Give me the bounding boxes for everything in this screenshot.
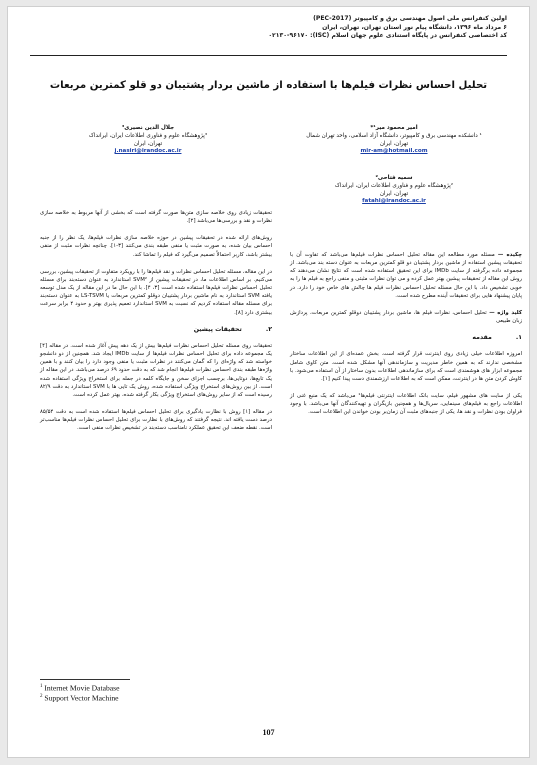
intro-paragraph-2: یکی از سایت های مشهور فیلم، سایت بانک اطلاعات اینترنتی فیلم‌ها¹ می‌باشد که یک منبع غنی از اطلاعات راجع به فیلم‌های سینمایی، سریال‌ها و همچنین بازیگران و تهیه‌کنندگان آنها می‌باشد. با وجود فراوان بودن نظرات و نقد ها، یکی از جنبه‌های مثبت آن زمان‌بر بودن خواندن این اطلاعات است. xyxy=(290,393,523,416)
section-heading-related-work xyxy=(40,326,272,334)
body-paragraph-1: تحقیقات زیادی روی خلاصه سازی متن‌ها صورت گرفته است که بخشی از آنها مربوط به خلاصه سازی نظرات و نقد و بررسی‌ها می‌باشد [۲]. xyxy=(40,210,272,225)
keywords-text: تحلیل احساس، نظرات فیلم ها، ماشین بردار پشتیبان دوقلو کمترین مربعات، پردازش زبان طبیعی xyxy=(290,309,522,325)
body-paragraph-5: در مقاله [۱] روش با نظارت یادگیری برای تحلیل احساس فیلم‌ها استفاده شده است به دقت ۸۵/۵۴ درصد دست یافته اند. نتیجه گرفتند که روش‌های با نظارت برای تحلیل احساس نظرات فیلم‌ها مناسب‌تر است. نقطه ضعف این تحقیق عملکرد نامناسب دسته‌بند در تشخیص نظرات منفی است. xyxy=(40,408,272,432)
header-line-conference: اولین کنفرانس ملی اصول مهندسی برق و کامپیوتر (PEC-2017) xyxy=(313,15,507,22)
author-affiliation: ¹ دانشکده مهندسی برق و کامپیوتر، دانشگاه آزاد اسلامی، واحد تهران شمال xyxy=(306,132,482,139)
paper-title: تحلیل احساس نظرات فیلم‌ها با استفاده از ماشین بردار پشتیبان دو قلو کمترین مربعات xyxy=(49,80,488,91)
header-line-isc-code: کد اختصاصی کنفرانس در پایگاه استنادی علوم جهان اسلام (ISC): ۰۲۱۳۰-۹۶۱۷۰ xyxy=(268,32,507,40)
author-block-2 xyxy=(294,175,494,206)
body-paragraph-3: در این مقاله، مسئله تحلیل احساس نظرات و نقد فیلم‌ها را با رویکرد متفاوت از تحقیقات پیشین، بررسی می‌کنیم. بر اساس اطلاعات ما، در تحقیقات پیشین از SVM² استاندارد به عنوان دسته‌بند برای مسئله تحلیل احساس نظرات فیلم‌ها استفاده شده است [۳، ۴]. با این حال ما در این مقاله از یک مدل توسعه یافته SVM استاندارد به نام ماشین بردار پشتیبان دوقلو کمترین مربعات یا LS-TSVM به عنوان دسته‌بند برای مسئله مقاله استفاده کردیم که نسبت به SVM استاندارد تعمیم پذیری بهتر و حدود ۴ برابر سرعت بیشتری دارد [۸]. xyxy=(40,268,273,316)
footnote-text: Support Vector Machine xyxy=(44,693,119,703)
author-affiliation: ²پژوهشگاه علوم و فناوری اطلاعات ایران، ایرانداک xyxy=(334,182,454,189)
left-column xyxy=(40,209,272,441)
section-number: ۲. xyxy=(265,325,272,333)
section-number: ۱. xyxy=(515,334,522,342)
author-block-1 xyxy=(294,125,494,156)
header-divider xyxy=(30,55,507,56)
footnote-divider xyxy=(40,679,130,680)
author-name: امیر محمود میر¹* xyxy=(370,125,418,131)
abstract xyxy=(290,251,522,300)
section-heading-introduction xyxy=(290,334,522,342)
header-line-date-venue: ۶ مرداد ماه ۱۳۹۶، دانشگاه پیام نور استان تهران، تهران، ایران xyxy=(322,23,507,31)
abstract-text: مسئله مورد مطالعه این مقاله تحلیل احساس نظرات فیلم‌ها می‌باشد که تفاوت آن با تحقیقات پیشین استفاده از ماشین بردار پشتیبان دو قلو کمترین مربعات به عنوان دسته بند می‌باشد. از مجموعه داده برگرفته از سایت IMDb برای این تحقیق استفاده شده است که نتایج نشان می‌دهند که روش این مقاله از تحقیقات پیشین بهتر عمل کرده و می توان نظرات مثبتی و منفی راجع به فیلم ها را به خوبی تشخیص داد. با این حال مسئله تحلیل احساس نظرات فیلم ها چالش های خاص خود را دارد. در پایان پیشنهاد هایی برای تحقیقات آینده مطرح شده است. xyxy=(289,252,522,299)
section-title: تحقیقات پیشین xyxy=(193,325,242,333)
author-email-link[interactable]: mir-am@hotmail.com xyxy=(360,148,428,155)
author-location: تهران، ایران xyxy=(379,140,409,147)
footnote-text: Internet Movie Database xyxy=(44,683,120,693)
right-column xyxy=(290,251,522,426)
conference-header xyxy=(30,15,507,41)
keywords-label: کلید واژه — xyxy=(489,309,522,316)
author-email-link[interactable]: j.nasiri@irandoc.ac.ir xyxy=(114,148,182,155)
author-block-3 xyxy=(48,125,248,156)
author-name: سمیه فتاحی² xyxy=(375,175,413,181)
author-affiliation: ³پژوهشگاه علوم و فناوری اطلاعات ایران، ایرانداک xyxy=(88,132,208,139)
author-name: جلال الدین نصیری³ xyxy=(121,125,175,131)
paper-page xyxy=(7,6,530,758)
author-location: تهران، ایران xyxy=(133,140,163,147)
author-location: تهران، ایران xyxy=(379,190,409,197)
body-paragraph-4: تحقیقات روی مسئله تحلیل احساس نظرات فیلم‌ها بیش از یک دهه پیش آغاز شده است. در مقاله [۴] یک مجموعه داده برای تحلیل احساس نظرات فیلم‌ها از سایت IMDb ایجاد شد. همچنین از دو دانشجو خواسته شد که واژه‌ای را که گمان می‌کنند در نظرات مثبت یا منفی وجود دارد را بیان کنند و با همین واژه‌ها طبقه بندی احساس نظرات فیلم‌ها انجام شد که به دقت حدود ۶۹ درصد می‌باشد. در این مقاله از یک تابع‌ها، دوتایی‌ها، برچسب اجزای سخن و جایگاه کلمه در جمله برای استخراج ویژگی استفاده شده است. از بین روش‌های استخراج ویژگی استفاده شده، روش یک تایی ها با SVM استاندارد به دقت ۸۲/۹ رسیده است که از سایر روش‌های استخراج ویژگی بکار گرفته شده، بهتر عمل کرده است. xyxy=(40,342,272,398)
section-title: مقدمه xyxy=(472,334,492,342)
body-paragraph-2: روش‌های ارائه شده در تحقیقات پیشین در حوزه خلاصه سازی نظرات فیلم‌ها، یک نظر را از جنبه احساس بیان شده، به صورت مثبت یا منفی طبقه بندی می‌کنند [۳-۱]. چنانچه نظرات مثبت از منفی بیشتر باشد، کاربر احتمالاً تصمیم می‌گیرد که فیلم را تماشا کند. xyxy=(40,235,272,258)
footnote-2 xyxy=(40,692,119,703)
footnote-mark: 2 xyxy=(40,694,43,699)
page-number: 107 xyxy=(262,728,275,737)
footnote-mark: 1 xyxy=(40,684,43,689)
keywords xyxy=(290,309,522,325)
intro-paragraph-1: امروزه اطلاعات خیلی زیادی روی اینترنت قرار گرفته است. بخش عمده‌ای از این اطلاعات ساختار مشخصی ندارند که به همین خاطر مدیریت و سازماندهی آنها مشکل شده است. متن کاوی شامل مجموعه ابزار های هوشمندی است که برای سازماندهی اطلاعات بدون ساختار از آن استفاده می‌شود. با کاوش کردن متن ها در اینترنت، ممکن است که به اطلاعات ارزشمندی دست پیدا کنیم [۱]. xyxy=(290,351,522,382)
abstract-label: چکیده — xyxy=(497,252,522,258)
author-email-link[interactable]: fatahi@irandoc.ac.ir xyxy=(362,198,426,205)
